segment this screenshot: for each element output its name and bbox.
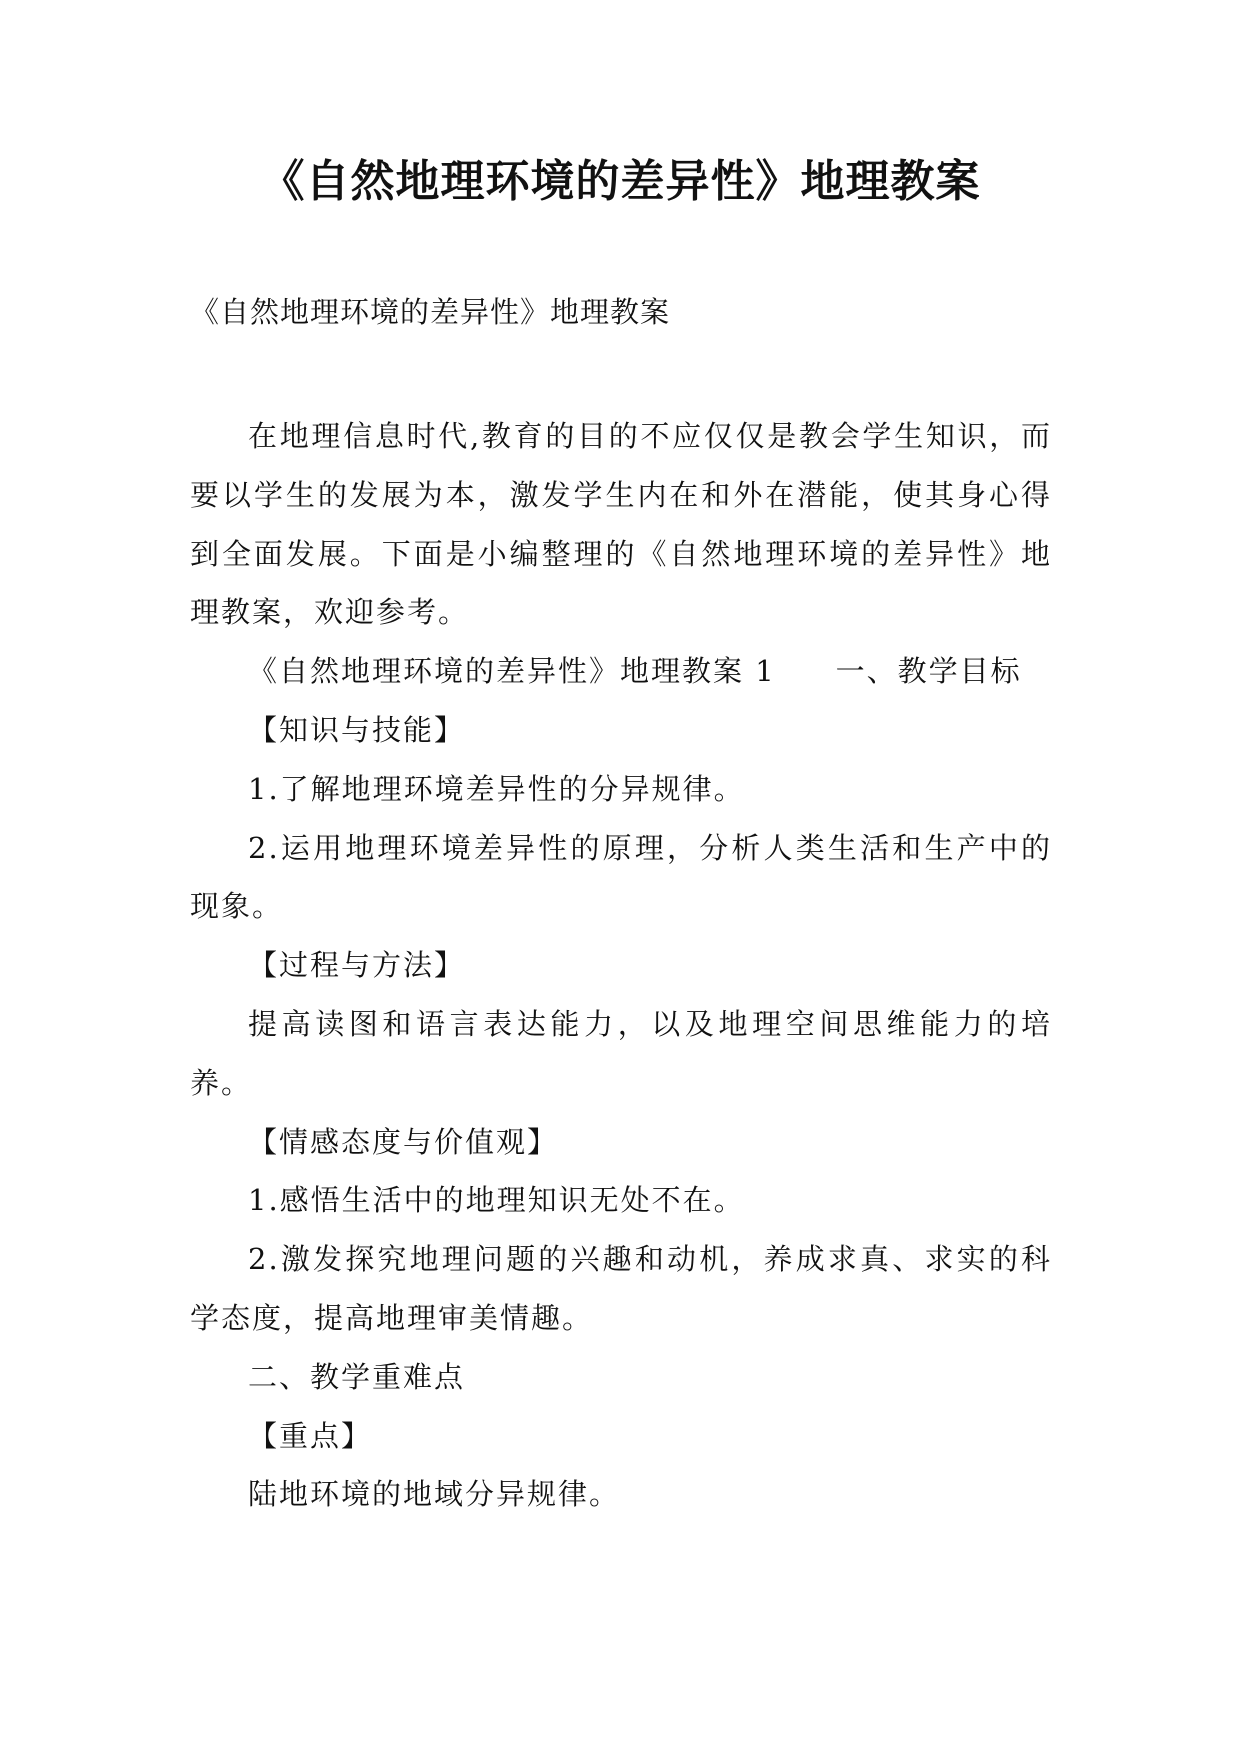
process-method-heading: 【过程与方法】 [248, 948, 466, 983]
knowledge-item-2: 2.运用地理环境差异性的原理，分析人类生活和生产中的现象。 [190, 830, 1052, 924]
emotion-item-1: 1.感悟生活中的地理知识无处不在。 [248, 1183, 745, 1218]
key-difficult-heading: 二、教学重难点 [248, 1359, 466, 1394]
document-subtitle: 《自然地理环境的差异性》地理教案 [190, 295, 671, 329]
emotion-values-heading: 【情感态度与价值观】 [248, 1124, 559, 1159]
intro-paragraph: 在地理信息时代,教育的目的不应仅仅是教会学生知识，而要以学生的发展为本，激发学生内在和外在潜能，使其身心得到全面发展。下面是小编整理的《自然地理环境的差异性》地理教案，欢迎参考。 [190, 419, 1052, 630]
knowledge-skills-heading: 【知识与技能】 [248, 712, 466, 747]
section-1-heading: 《自然地理环境的差异性》地理教案 1 [248, 654, 776, 689]
teaching-objectives-heading: 一、教学目标 [835, 654, 1022, 689]
knowledge-item-1: 1.了解地理环境差异性的分异规律。 [248, 771, 745, 806]
document-title: 《自然地理环境的差异性》地理教案 [260, 156, 981, 207]
key-point-text: 陆地环境的地域分异规律。 [248, 1477, 621, 1512]
key-point-heading: 【重点】 [248, 1418, 373, 1453]
section-1-paragraph [190, 642, 1052, 701]
document-body [190, 407, 1052, 1524]
emotion-item-2: 2.激发探究地理问题的兴趣和动机，养成求真、求实的科学态度，提高地理审美情趣。 [190, 1242, 1052, 1335]
process-method-text: 提高读图和语言表达能力，以及地理空间思维能力的培养。 [190, 1006, 1052, 1100]
